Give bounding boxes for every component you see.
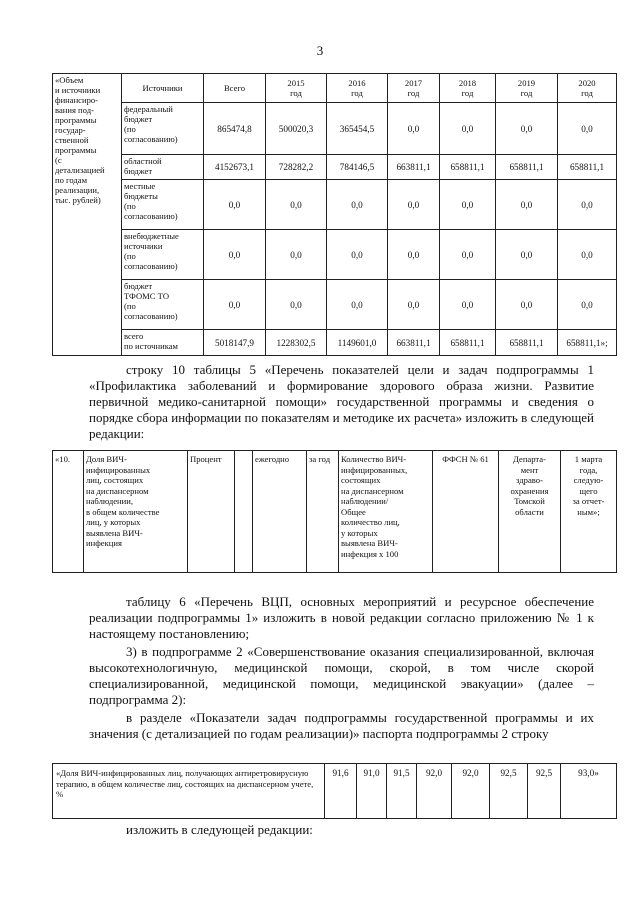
value-cell: 658811,1 (440, 330, 496, 356)
value-cell: 0,0 (266, 280, 327, 330)
formula-cell: Количество ВИЧ- инфицированных, состоящих на диспансерном наблюдении/ Общее количество лиц, у которых выявлена ВИЧ- инфекция x 100 (339, 451, 433, 573)
table-row (53, 103, 617, 155)
header-2020: 2020 год (558, 74, 617, 103)
paragraph-2: таблицу 6 «Перечень ВЦП, основных мероприятий и ресурсное обеспечение реализации подпрограммы 1» изложить в новой редакции согласно приложению № 1 к настоящему постановлению; (89, 594, 594, 641)
value-cell: 0,0 (204, 180, 266, 230)
value-cell: 0,0 (388, 230, 440, 280)
header-total: Всего (204, 74, 266, 103)
value-cell: 0,0 (496, 103, 558, 155)
responsible-cell: Департа- мент здраво- охранения Томской области (499, 451, 561, 573)
value-cell: 0,0 (558, 280, 617, 330)
unit-cell: Процент (188, 451, 235, 573)
header-sources: Источники (122, 74, 204, 103)
paragraph-1: строку 10 таблицы 5 «Перечень показателей цели и задач подпрограммы 1 «Профилактика заболеваний и формирование здорового образа жизни. Развитие первичной медико-санитарной помощи» государственной программы и сведения о порядке сбора информации по показателям и методике их расчета» изложить в следующей редакции: (89, 362, 594, 441)
value-cell: 0,0 (327, 180, 388, 230)
financing-row-label: «Объем и источники финансиро- вания под- программы государ- ственной программы (с детализацией по годам реализации, тыс. рублей) (53, 74, 122, 356)
value-cell: 91,0 (357, 764, 387, 819)
header-2016: 2016 год (327, 74, 388, 103)
table-row (53, 155, 617, 180)
value-cell: 0,0 (440, 180, 496, 230)
value-cell: 92,0 (452, 764, 490, 819)
value-cell: 0,0 (496, 280, 558, 330)
paragraph-4: в разделе «Показатели задач подпрограммы государственной программы и их значения (с детализацией по годам реализации)» паспорта подпрограммы 2 строку (89, 710, 594, 741)
empty-cell (235, 451, 253, 573)
source-cell: областной бюджет (122, 155, 204, 180)
value-cell: 0,0 (558, 103, 617, 155)
value-cell: 0,0 (496, 230, 558, 280)
source-cell: местные бюджеты (по согласованию) (122, 180, 204, 230)
source-cell: федеральный бюджет (по согласованию) (122, 103, 204, 155)
value-cell: 0,0 (558, 180, 617, 230)
value-cell: 865474,8 (204, 103, 266, 155)
source-cell: всего по источникам (122, 330, 204, 356)
hiv-indicator-table (52, 763, 617, 819)
value-cell: 784146,5 (327, 155, 388, 180)
paragraph-3: 3) в подпрограмме 2 «Совершенствование оказания специализированной, включая высокотехнологичную, медицинской помощи, скорой, в том числе скорой специализированной, медицинской помощи, медицинской эвакуации» (далее – подпрограмма 2): (89, 644, 594, 707)
source-cell: внебюджетные источники (по согласованию) (122, 230, 204, 280)
value-cell: 92,5 (528, 764, 561, 819)
value-cell: 0,0 (327, 230, 388, 280)
value-cell: 0,0 (496, 180, 558, 230)
value-cell: 0,0 (266, 230, 327, 280)
indicator-name: Доля ВИЧ- инфицированных лиц, состоящих на диспансерном наблюдении, в общем количестве лиц, у которых выявлена ВИЧ- инфекция (84, 451, 188, 573)
value-cell: 91,5 (387, 764, 417, 819)
table-row (53, 180, 617, 230)
paragraph-5: изложить в следующей редакции: (126, 822, 313, 837)
value-cell: 0,0 (440, 103, 496, 155)
table-row (53, 280, 617, 330)
value-cell: 0,0 (440, 230, 496, 280)
value-cell: 0,0 (204, 230, 266, 280)
value-cell: 658811,1»; (558, 330, 617, 356)
value-cell: 658811,1 (440, 155, 496, 180)
header-2019: 2019 год (496, 74, 558, 103)
page-number: 3 (316, 43, 324, 58)
indicator-label: «Доля ВИЧ-инфицированных лиц, получающих антиретровирусную терапию, в общем количестве лиц, состоящих на диспансерном учете, % (53, 764, 325, 819)
value-cell: 0,0 (204, 280, 266, 330)
header-2018: 2018 год (440, 74, 496, 103)
value-cell: 663811,1 (388, 155, 440, 180)
financing-table (52, 73, 617, 356)
period-cell: за год (307, 451, 339, 573)
value-cell: 1228302,5 (266, 330, 327, 356)
value-cell: 0,0 (266, 180, 327, 230)
value-cell: 92,0 (417, 764, 452, 819)
header-2017: 2017 год (388, 74, 440, 103)
deadline-cell: 1 марта года, следую- щего за отчет- ным»; (561, 451, 617, 573)
table-row (53, 451, 617, 573)
value-cell: 0,0 (440, 280, 496, 330)
value-cell: 663811,1 (388, 330, 440, 356)
value-cell: 93,0» (561, 764, 617, 819)
row-number: «10. (53, 451, 84, 573)
value-cell: 0,0 (327, 280, 388, 330)
value-cell: 91,6 (325, 764, 357, 819)
source-cell: бюджет ТФОМС ТО (по согласованию) (122, 280, 204, 330)
value-cell: 5018147,9 (204, 330, 266, 356)
value-cell: 0,0 (558, 230, 617, 280)
value-cell: 658811,1 (496, 330, 558, 356)
value-cell: 365454,5 (327, 103, 388, 155)
value-cell: 1149601,0 (327, 330, 388, 356)
table-row (53, 330, 617, 356)
value-cell: 4152673,1 (204, 155, 266, 180)
frequency-cell: ежегодно (253, 451, 307, 573)
source-form-cell: ФФСН № 61 (433, 451, 499, 573)
table-row (53, 764, 617, 819)
value-cell: 658811,1 (558, 155, 617, 180)
header-2015: 2015 год (266, 74, 327, 103)
value-cell: 0,0 (388, 280, 440, 330)
indicator-row-10-table (52, 450, 617, 573)
value-cell: 0,0 (388, 180, 440, 230)
value-cell: 728282,2 (266, 155, 327, 180)
value-cell: 658811,1 (496, 155, 558, 180)
value-cell: 0,0 (388, 103, 440, 155)
value-cell: 92,5 (490, 764, 528, 819)
value-cell: 500020,3 (266, 103, 327, 155)
table-row (53, 230, 617, 280)
